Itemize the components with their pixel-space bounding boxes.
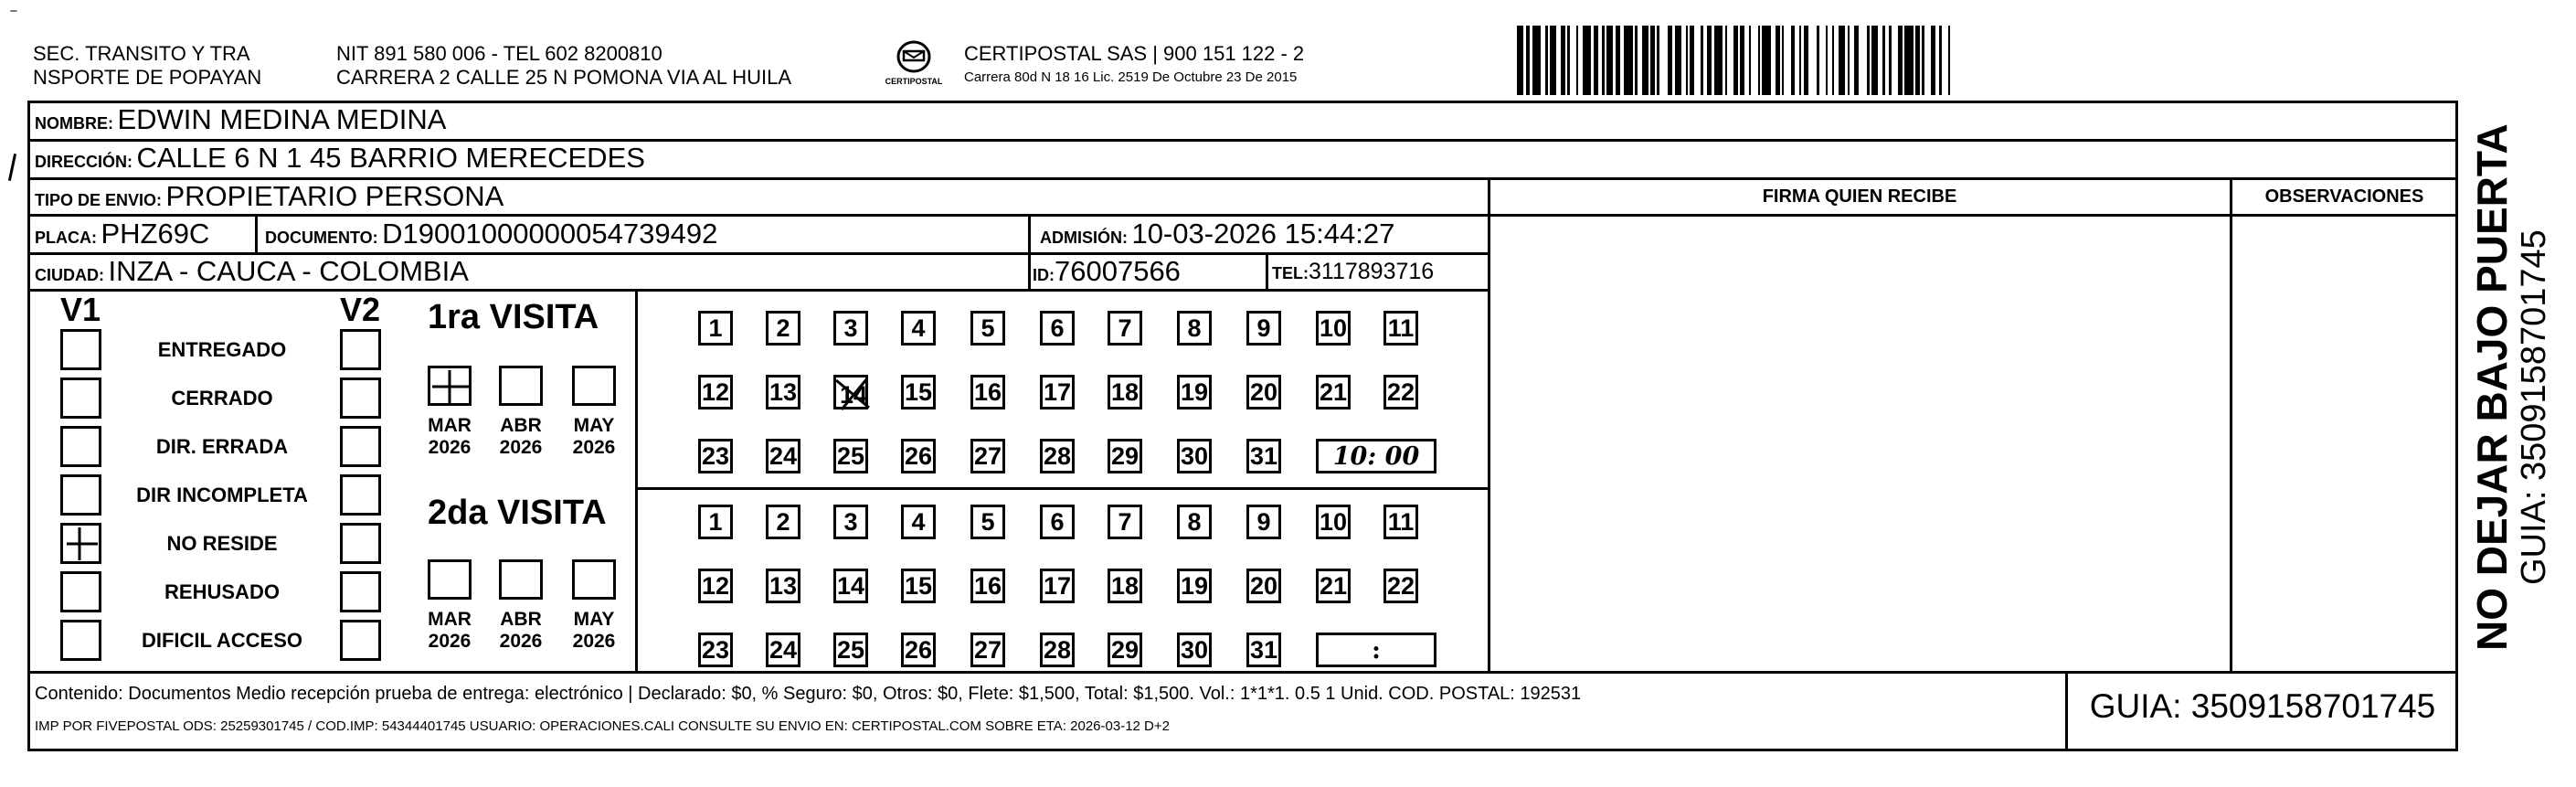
day-box[interactable]: 13 — [766, 569, 800, 603]
day-box[interactable]: 3 — [833, 311, 868, 346]
day-box[interactable]: 6 — [1040, 505, 1075, 539]
day-box[interactable]: 24 — [766, 439, 800, 473]
content-line: Contenido: Documentos Medio recepción prueba de entrega: electrónico | Declarado: $0, % Seguro: $0, Otros: $0, Flete: $1,500, Total: $1,500. Vol.: 1*1*1. 0.5 1 Unid. COD. POSTAL: 192531 — [35, 684, 1582, 704]
day-box[interactable] — [833, 375, 868, 409]
day-box[interactable]: 26 — [901, 439, 936, 473]
v2-checkbox[interactable] — [340, 426, 381, 467]
documento-field: DOCUMENTO: D19001000000054739492 — [265, 218, 718, 250]
nombre-field: NOMBRE: EDWIN MEDINA MEDINA — [35, 103, 447, 135]
day-box[interactable]: 23 — [698, 633, 733, 667]
v2-checkbox[interactable] — [340, 378, 381, 419]
tipo-envio-value: PROPIETARIO PERSONA — [165, 180, 504, 212]
license-line: Carrera 80d N 18 16 Lic. 2519 De Octubre 23 De 2015 — [964, 69, 1298, 85]
svg-text:CERTIPOSTAL: CERTIPOSTAL — [885, 77, 943, 86]
placa-value: PHZ69C — [101, 218, 210, 250]
direccion-value: CALLE 6 N 1 45 BARRIO MERECEDES — [136, 142, 645, 174]
tel-value: 3117893716 — [1309, 259, 1435, 284]
day-box[interactable]: 7 — [1108, 505, 1142, 539]
id-field: ID:76007566 — [1033, 255, 1181, 287]
month-label: MAY 2026 — [572, 609, 616, 652]
day-box[interactable]: 27 — [970, 439, 1005, 473]
nombre-value: EDWIN MEDINA MEDINA — [117, 103, 447, 135]
month-checkbox[interactable] — [428, 366, 472, 406]
day-box[interactable]: 4 — [901, 505, 936, 539]
v2-checkbox[interactable] — [340, 523, 381, 564]
day-box[interactable]: 8 — [1177, 505, 1212, 539]
no-dejar-bajo-puerta: NO DEJAR BAJO PUERTA — [2468, 123, 2516, 651]
day-box[interactable]: 30 — [1177, 633, 1212, 667]
day-box[interactable]: 8 — [1177, 311, 1212, 346]
day-box[interactable]: 19 — [1177, 569, 1212, 603]
day-box[interactable]: 30 — [1177, 439, 1212, 473]
day-box[interactable]: 22 — [1383, 569, 1418, 603]
day-box[interactable]: 24 — [766, 633, 800, 667]
day-box[interactable]: 23 — [698, 439, 733, 473]
imp-line: IMP POR FIVEPOSTAL ODS: 25259301745 / COD.IMP: 54344401745 USUARIO: OPERACIONES.CALI CONSULTE SU ENVIO EN: CERTIPOSTAL.COM SOBRE ETA: 2026-03-12 D+2 — [35, 718, 1170, 734]
visit1-title: 1ra VISITA — [428, 298, 599, 336]
admision-value: 10-03-2026 15:44:27 — [1131, 218, 1395, 250]
v1-checkbox[interactable] — [60, 329, 101, 370]
day-box[interactable]: 18 — [1108, 375, 1142, 409]
status-label: DIR. ERRADA — [155, 435, 289, 458]
status-label: NO RESIDE — [166, 532, 278, 555]
v2-checkbox[interactable] — [340, 329, 381, 370]
v2-header: V2 — [340, 291, 381, 328]
day-box[interactable]: 7 — [1108, 311, 1142, 346]
v1-header: V1 — [60, 291, 101, 328]
v2-checkbox[interactable] — [340, 571, 381, 612]
day-box[interactable]: 29 — [1108, 633, 1142, 667]
day-box[interactable]: 31 — [1246, 439, 1281, 473]
day-box[interactable]: 15 — [901, 375, 936, 409]
time-box[interactable]: 10: 00 — [1316, 439, 1436, 473]
month-checkbox[interactable] — [428, 559, 472, 600]
ciudad-field: CIUDAD: INZA - CAUCA - COLOMBIA — [35, 255, 469, 287]
day-box[interactable]: 16 — [970, 375, 1005, 409]
ciudad-value: INZA - CAUCA - COLOMBIA — [108, 255, 469, 287]
month-checkbox[interactable] — [572, 559, 616, 600]
day-box[interactable]: 16 — [970, 569, 1005, 603]
day-box[interactable]: 19 — [1177, 375, 1212, 409]
day-box[interactable]: 28 — [1040, 439, 1075, 473]
day-box[interactable]: 26 — [901, 633, 936, 667]
status-label: REHUSADO — [164, 580, 280, 603]
day-box[interactable]: 1 — [698, 311, 733, 346]
day-box[interactable]: 31 — [1246, 633, 1281, 667]
documento-value: D19001000000054739492 — [382, 218, 718, 250]
day-box[interactable]: 21 — [1316, 569, 1351, 603]
v2-checkbox[interactable] — [340, 474, 381, 516]
day-box[interactable]: 5 — [970, 505, 1005, 539]
day-box[interactable]: 12 — [698, 569, 733, 603]
day-box[interactable]: 5 — [970, 311, 1005, 346]
day-box[interactable]: 12 — [698, 375, 733, 409]
status-label: ENTREGADO — [157, 338, 287, 361]
month-label: MAR 2026 — [428, 609, 472, 652]
visit2-title: 2da VISITA — [428, 494, 607, 532]
sender-name-line1: SEC. TRANSITO Y TRA — [33, 42, 250, 65]
day-box[interactable]: 25 — [833, 633, 868, 667]
day-box[interactable]: 9 — [1246, 311, 1281, 346]
margin-mark — [8, 154, 16, 181]
status-label: DIFICIL ACCESO — [141, 629, 302, 652]
day-box[interactable]: 27 — [970, 633, 1005, 667]
day-box[interactable]: 2 — [766, 505, 800, 539]
day-box[interactable]: 29 — [1108, 439, 1142, 473]
day-box[interactable]: 3 — [833, 505, 868, 539]
month-checkbox[interactable] — [499, 559, 543, 600]
firma-header: FIRMA QUIEN RECIBE — [1762, 186, 1957, 207]
day-box[interactable]: 18 — [1108, 569, 1142, 603]
v1-checkbox[interactable] — [60, 523, 101, 564]
month-checkbox[interactable] — [572, 366, 616, 406]
month-label: ABR 2026 — [499, 609, 543, 652]
v1-checkbox[interactable] — [60, 426, 101, 467]
side-guia: GUIA: 3509158701745 — [2515, 229, 2553, 585]
day-box[interactable]: 15 — [901, 569, 936, 603]
day-box[interactable]: 17 — [1040, 569, 1075, 603]
admision-field: ADMISIÓN: 10-03-2026 15:44:27 — [1040, 218, 1395, 250]
observaciones-header: OBSERVACIONES — [2264, 186, 2424, 207]
day-box[interactable]: 9 — [1246, 505, 1281, 539]
status-label: CERRADO — [171, 387, 273, 409]
direccion-field: DIRECCIÓN: CALLE 6 N 1 45 BARRIO MERECEDES — [35, 142, 645, 174]
day-box[interactable]: 2 — [766, 311, 800, 346]
v1-checkbox[interactable] — [60, 620, 101, 661]
day-box[interactable]: 28 — [1040, 633, 1075, 667]
day-box[interactable]: 11 — [1383, 311, 1418, 346]
month-label: MAY 2026 — [572, 415, 616, 458]
v1-checkbox[interactable] — [60, 474, 101, 516]
company-line: CERTIPOSTAL SAS | 900 151 122 - 2 — [964, 42, 1305, 65]
day-box[interactable]: 17 — [1040, 375, 1075, 409]
svg-text:14: 14 — [839, 381, 868, 409]
month-label: ABR 2026 — [499, 415, 543, 458]
day-box[interactable]: 4 — [901, 311, 936, 346]
placa-field: PLACA: PHZ69C — [35, 218, 210, 250]
day-box[interactable]: 20 — [1246, 375, 1281, 409]
day-box[interactable]: 13 — [766, 375, 800, 409]
certipostal-logo — [882, 37, 946, 93]
sender-name-line2: NSPORTE DE POPAYAN — [33, 66, 262, 89]
day-box[interactable]: 11 — [1383, 505, 1418, 539]
id-value: 76007566 — [1055, 255, 1181, 287]
v1-checkbox[interactable] — [60, 571, 101, 612]
day-box[interactable]: 6 — [1040, 311, 1075, 346]
day-box[interactable]: 14 — [833, 569, 868, 603]
time-box[interactable]: : — [1316, 633, 1436, 667]
day-box[interactable]: 10 — [1316, 311, 1351, 346]
month-label: MAR 2026 — [428, 415, 472, 458]
tipo-envio-field: TIPO DE ENVIO: PROPIETARIO PERSONA — [35, 180, 504, 212]
margin-mark: ‾ — [11, 9, 16, 27]
v1-checkbox[interactable] — [60, 378, 101, 419]
sender-address: CARRERA 2 CALLE 25 N POMONA VIA AL HUILA — [336, 66, 792, 89]
footer-guia: GUIA: 3509158701745 — [2089, 687, 2436, 725]
status-label: DIR INCOMPLETA — [136, 484, 308, 506]
sender-nit: NIT 891 580 006 - TEL 602 8200810 — [336, 42, 663, 65]
day-box[interactable]: 20 — [1246, 569, 1281, 603]
day-box[interactable]: 10 — [1316, 505, 1351, 539]
day-box[interactable]: 21 — [1316, 375, 1351, 409]
day-box[interactable]: 22 — [1383, 375, 1418, 409]
shipment-barcode — [1517, 26, 2221, 95]
day-box[interactable]: 25 — [833, 439, 868, 473]
month-checkbox[interactable] — [499, 366, 543, 406]
tel-field: TEL:3117893716 — [1272, 259, 1435, 284]
v2-checkbox[interactable] — [340, 620, 381, 661]
day-box[interactable]: 1 — [698, 505, 733, 539]
